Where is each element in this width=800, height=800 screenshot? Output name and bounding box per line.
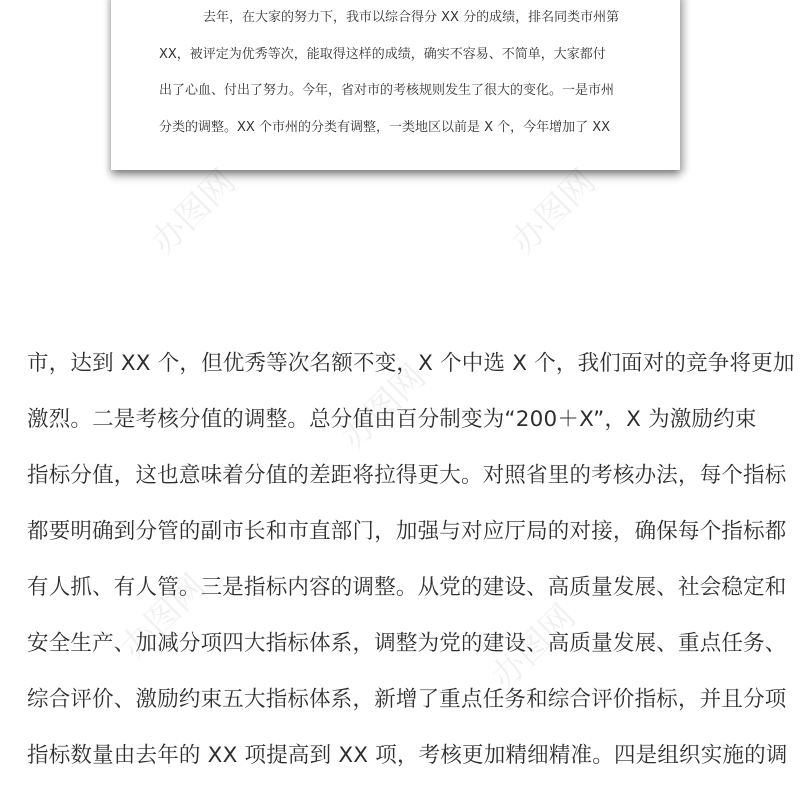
watermark: 办图网 — [483, 596, 584, 698]
body-text-line: 安全生产、加减分项四大指标体系，调整为党的建设、高质量发展、重点任务、 — [27, 631, 787, 656]
body-text-line: 综合评价、激励约束五大指标体系，新增了重点任务和综合评价指标，并且分项 — [27, 687, 787, 712]
watermark: 办图网 — [503, 161, 604, 263]
card-text-line: 出了心血、付出了努力。今年，省对市的考核规则发生了很大的变化。一是市州 — [159, 83, 615, 98]
body-text-line: 激烈。二是考核分值的调整。总分值由百分制变为“200＋X”，X 为激励约束 — [27, 407, 757, 432]
watermark: 办图网 — [143, 161, 244, 263]
watermark: 办图网 — [113, 566, 214, 668]
body-text-line: 指标分值，这也意味着分值的差距将拉得更大。对照省里的考核办法，每个指标 — [27, 463, 787, 488]
body-text-line: 都要明确到分管的副市长和市直部门，加强与对应厅局的对接，确保每个指标都 — [27, 519, 787, 544]
body-text-line: 有人抓、有人管。三是指标内容的调整。从党的建设、高质量发展、社会稳定和 — [27, 575, 787, 600]
card-text-line: 分类的调整。XX 个市州的分类有调整，一类地区以前是 X 个，今年增加了 XX — [159, 120, 611, 135]
body-text-line: 市，达到 XX 个，但优秀等次名额不变，X 个中选 X 个，我们面对的竞争将更加 — [27, 351, 795, 376]
body-text-line: 指标数量由去年的 XX 项提高到 XX 项，考核更加精细精准。四是组织实施的调 — [27, 743, 788, 768]
card-text-line: XX，被评定为优秀等次，能取得这样的成绩，确实不容易、不简单，大家都付 — [159, 47, 606, 62]
page-preview-card — [111, 0, 680, 170]
watermark: 办图网 — [333, 356, 434, 458]
card-text-line: 去年，在大家的努力下，我市以综合得分 XX 分的成绩，排名同类市州第 — [203, 10, 620, 25]
